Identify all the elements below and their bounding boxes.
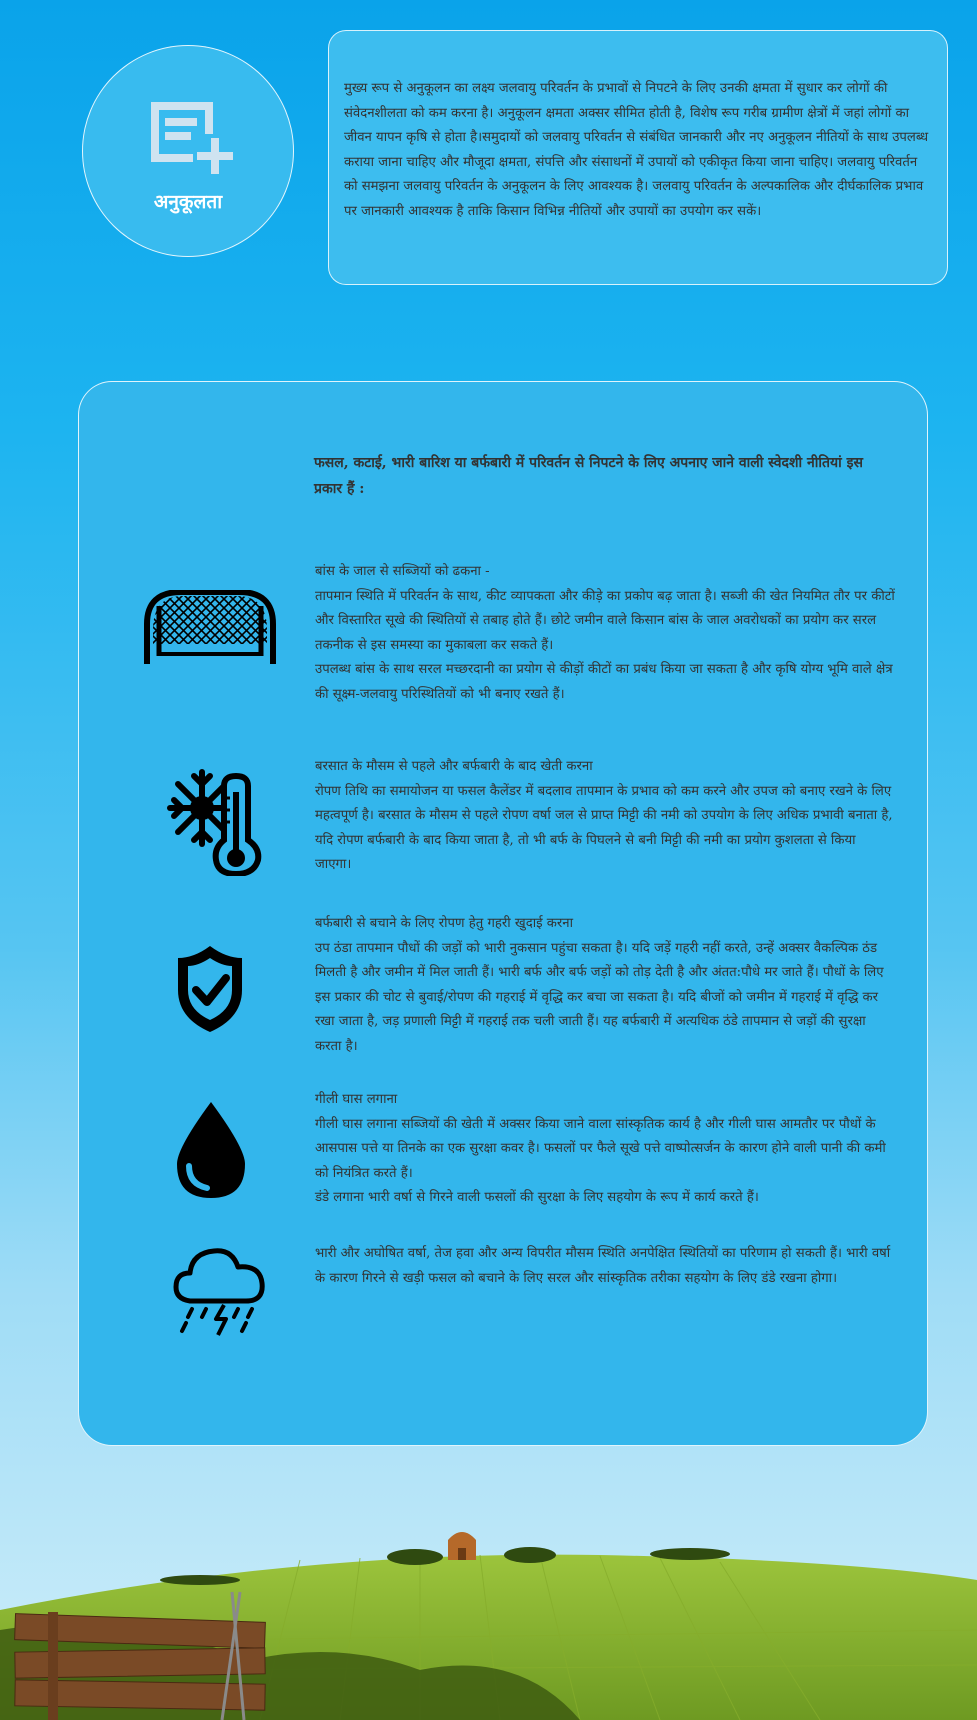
add-note-icon [149,100,235,176]
section-paragraph: गीली घास लगाना सब्जियों की खेती में अक्सर किया जाने वाला सांस्कृतिक कार्य है और गीली घास आमतौर पर पौधों के आसपास पत्ते या तिनके का एक सुरक्षा कवर है। फसलों पर फैले सूखे पत्ते वाष्पोत्सर्जन के कारण होने वाली पानी की कमी को नियंत्रित करते हैं। [315,1116,886,1181]
farm-landscape-illustration [0,1500,977,1720]
section-paragraph: डंडे लगाना भारी वर्षा से गिरने वाली फसलों की सुरक्षा के लिए सहयोग के रूप में कार्य करते हैं। [315,1190,759,1206]
section-title: बांस के जाल से सब्जियों को ढकना - [315,564,490,579]
section-staking [315,1242,895,1291]
storm-cloud-icon [172,1243,268,1337]
strategies-heading: फसल, कटाई, भारी बारिश या बर्फबारी में परिवर्तन से निपटने के लिए अपनाए जाने वाली स्वेदशी नीतियां इस प्रकार हैं : [314,455,863,497]
topic-badge [82,45,294,257]
section-paragraph: रोपण तिथि का समायोजन या फसल कैलेंडर में बदलाव तापमान के प्रभाव को कम करने और उपज को बनाए रखने के लिए महत्वपूर्ण है। बरसात के मौसम से पहले रोपण वर्षा जल से प्राप्त मिट्टी की नमी को उपयोग के लिए अधिक प्रभावी बनाता है, यदि रोपण बर्फबारी के बाद किया जाता है, तो भी बर्फ के पिघलने से बनी मिट्टी की नमी का प्रयोग कुशलता से किया जाएगा। [315,783,893,873]
badge-label: अनुकूलता [153,191,223,213]
section-planting-time [315,755,895,878]
intro-panel [328,30,948,285]
section-mulching [315,1088,895,1211]
shield-check-icon [174,942,246,1036]
section-paragraph: उप ठंडा तापमान पौधों की जड़ों को भारी नुकसान पहुंचा सकता है। यदि जड़ें गहरी नहीं करते, उन्हें अक्सर वैकल्पिक ठंड मिलती है और जमीन में मिल जाती हैं। भारी बर्फ और बर्फ जड़ों को तोड़ देती है और अंतत:पौधे मर जाते हैं। पौधों के लिए इस प्रकार की चोट से बुवाई/रोपण की गहराई में वृद्धि कर बचा जा सकता है। यदि बीजों को जमीन में गहराई में वृद्धि कर रखा जाता है, जड़ प्रणाली मिट्टी में गहराई तक चली जाती हैं। यह बर्फबारी में अत्यधिक ठंडे तापमान से जड़ों की सुरक्षा करता है। [315,940,884,1054]
section-paragraph: उपलब्ध बांस के साथ सरल मच्छरदानी का प्रयोग से कीड़ों कीटों का प्रबंध किया जा सकता है और कृषि योग्य भूमि वाले क्षेत्र की सूक्ष्म-जलवायु परिस्थितियों को भी बनाए रखते हैं। [315,662,893,702]
section-title: बरसात के मौसम से पहले और बर्फबारी के बाद खेती करना [315,759,593,774]
section-paragraph: भारी और अघोषित वर्षा, तेज हवा और अन्य विपरीत मौसम स्थिति अनपेक्षित स्थितियों का परिणाम हो सकती हैं। भारी वर्षा के कारण गिरने से खड़ी फसल को बचाने के लिए सरल और सांस्कृतिक तरीका सहयोग के लिए डंडे रखना होगा। [315,1246,891,1286]
water-drop-icon [175,1100,247,1200]
section-deep-planting [315,912,895,1060]
section-bamboo-net [315,560,895,708]
section-title: गीली घास लगाना [315,1092,398,1107]
section-title: बर्फबारी से बचाने के लिए रोपण हेतु गहरी खुदाई करना [315,916,574,931]
snowflake-thermometer-icon [166,768,270,876]
section-paragraph: तापमान स्थिति में परिवर्तन के साथ, कीट व्यापकता और कीड़े का प्रकोप बढ़ जाता है। सब्जी की खेत नियमित तौर पर कीटों और विस्तारित सूखे की स्थितियों से तबाह होते हैं। छोटे जमीन वाले किसान बांस के जाल अवरोधकों का प्रयोग कर सरल तकनीक से इस समस्या का मुकाबला कर सकते हैं। [315,588,895,653]
net-icon [143,590,277,666]
intro-text: मुख्य रूप से अनुकूलन का लक्ष्य जलवायु परिवर्तन के प्रभावों से निपटने के लिए उनकी क्षमता में सुधार कर लोगों की संवेदनशीलता को कम करना है। अनुकूलन क्षमता अक्सर सीमित होती है, विशेष रूप गरीब ग्रामीण क्षेत्रों में जहां लोगों का जीवन यापन कृषि से होता है।समुदायों को जलवायु परिवर्तन से संबंधित जानकारी और नए अनुकूलन नीतियों के साथ उपलब्ध कराया जाना चाहिए और मौजूदा क्षमता, संपत्ति और संसाधनों में उपायों को एकीकृत किया जाना चाहिए। जलवायु परिवर्तन को समझना जलवायु परिवर्तन के अनुकूलन के लिए आवश्यक है। जलवायु परिवर्तन के अल्पकालिक और दीर्घकालिक प्रभाव पर जानकारी आवश्यक है ताकि किसान विभिन्न नीतियों और उपायों का उपयोग कर सकें। [344,81,929,219]
